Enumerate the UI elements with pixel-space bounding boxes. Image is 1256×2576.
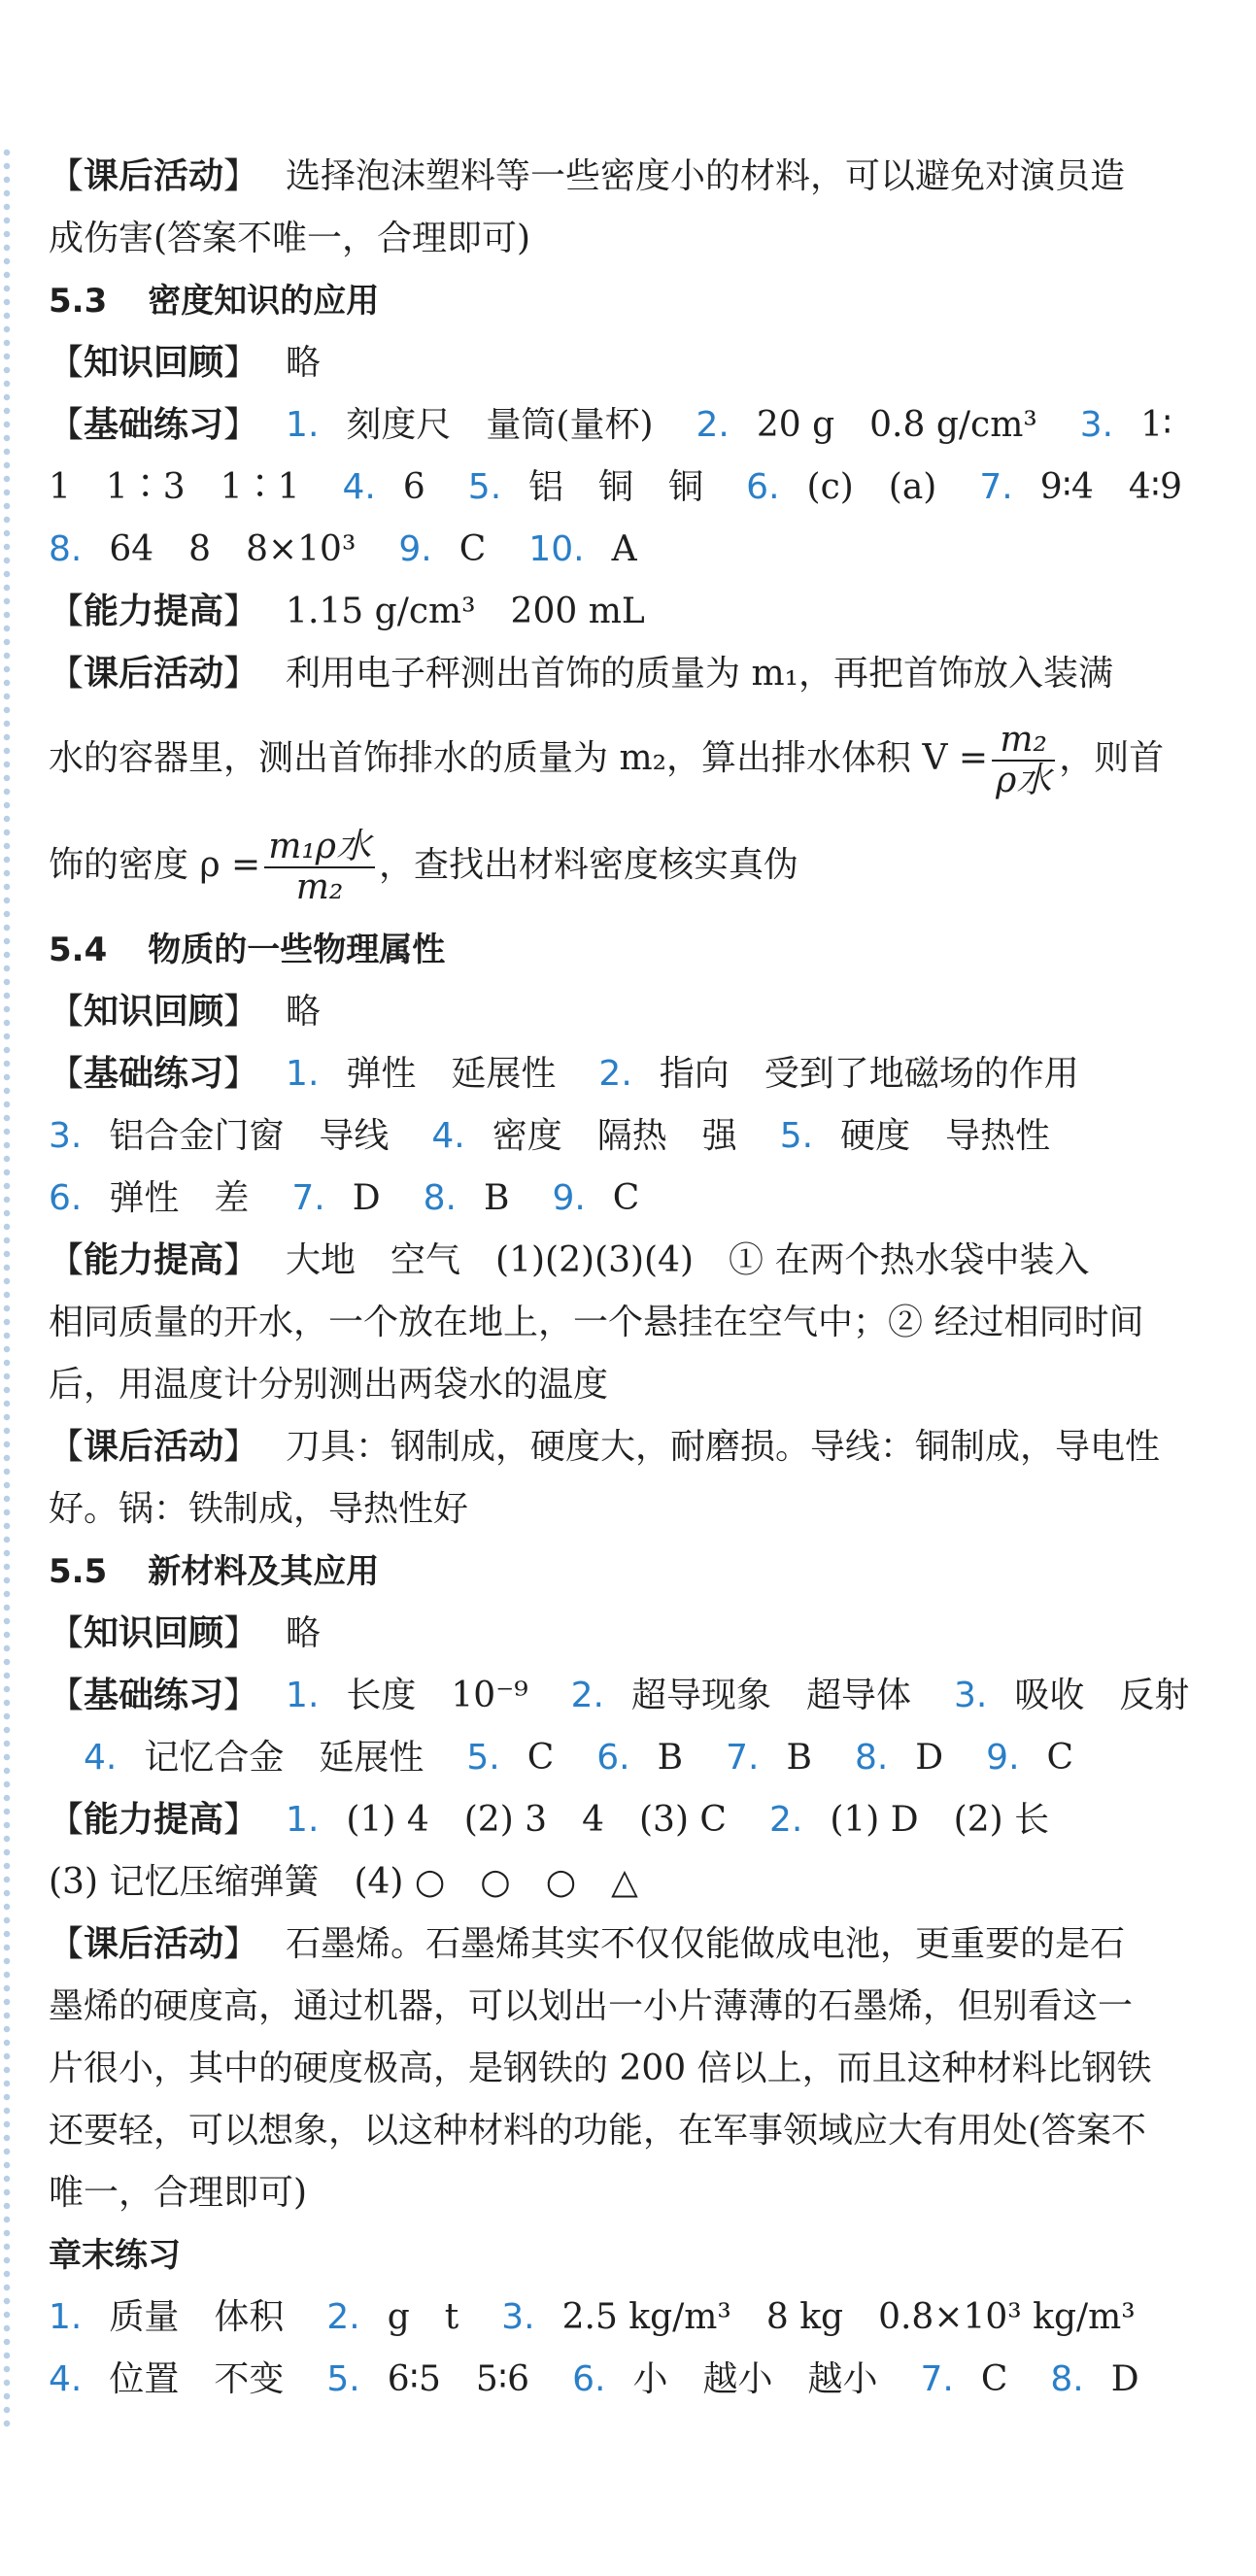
answer-text: 饰的密度 ρ = [49,845,261,885]
section-tag [49,343,258,383]
section-heading [49,270,1214,332]
section-tag [49,1800,258,1840]
question-number: 9. [552,1178,586,1218]
answer-text: 墨烯的硬度高，通过机器，可以划出一小片薄薄的石墨烯，但别看这一 [49,1986,1134,2026]
question-number: 7. [979,467,1013,507]
answer-text: 吸收 反射 [1014,1676,1190,1715]
question-number: 7. [920,2359,954,2399]
tag-bracket-right: 】 [223,1676,259,1715]
answer-text: 选择泡沫塑料等一些密度小的材料，可以避免对演员造 [286,156,1126,196]
question-number: 1. [286,405,320,445]
question-number: 1. [49,2297,83,2337]
tag-label: 基础练习 [84,405,224,445]
question-number: 3. [501,2297,535,2337]
tag-label: 能力提高 [84,1800,224,1840]
answer-line [49,457,1214,519]
section-tag [49,592,258,631]
answer-text: C [612,1178,640,1218]
answer-text: ，查找出材料密度核实真伪 [378,845,798,885]
answer-line [49,1789,1214,1851]
answer-text: C [458,529,487,569]
tag-bracket-left: 【 [49,1427,85,1467]
answer-line [49,1292,1214,1354]
answer-line [49,1105,1214,1168]
answer-text: ，则首 [1059,738,1165,778]
answer-text: 成伤害(答案不唯一，合理即可) [49,219,531,258]
answer-text: 6∶5 5∶6 [387,2359,530,2399]
answer-line [49,1168,1214,1230]
question-number: 2. [326,2297,360,2337]
answer-text: 长度 10⁻⁹ [346,1676,528,1715]
answer-text: 弹性 差 [109,1178,250,1218]
question-number: 3. [49,1116,83,1156]
left-dotted-border [0,146,14,2428]
tag-bracket-right: 】 [223,992,259,1032]
answer-text: 指向 受到了地磁场的作用 [659,1054,1079,1094]
question-number: 4. [431,1116,465,1156]
tag-bracket-left: 【 [49,405,85,445]
question-number: 5. [326,2359,360,2399]
question-number: 9. [986,1738,1020,1778]
question-number: 2. [696,405,730,445]
answer-line-fraction [49,705,1214,812]
answer-line [49,1416,1214,1478]
answer-text: A [611,529,637,569]
answer-line [49,1478,1214,1541]
section-tag [49,1676,258,1715]
answer-text: B [657,1738,684,1778]
section-tag [49,654,258,694]
fraction-numerator: m₂ [992,721,1055,762]
tag-label: 课后活动 [84,1924,224,1964]
section-title: 物质的一些物理属性 [148,931,446,969]
answer-text: 利用电子秤测出首饰的质量为 m₁，再把首饰放入装满 [286,654,1114,694]
question-number: 3. [954,1676,988,1715]
question-number: 4. [49,2359,83,2399]
question-number: 2. [598,1054,632,1094]
answer-text: D [915,1738,944,1778]
section-tag [49,1427,258,1467]
answer-text: 位置 不变 [109,2359,285,2399]
tag-bracket-left: 【 [49,1054,85,1094]
question-number: 2. [570,1676,605,1715]
tag-bracket-right: 】 [223,1427,259,1467]
answer-line [49,581,1214,643]
answer-text: B [786,1738,812,1778]
answer-text: (3) 记忆压缩弹簧 (4) ○ ○ ○ △ [49,1862,638,1902]
tag-bracket-right: 】 [223,1613,259,1653]
tag-bracket-right: 】 [223,156,259,196]
answer-line [49,1976,1214,2038]
question-number: 3. [1079,405,1114,445]
answer-text: 弹性 延展性 [346,1054,557,1094]
answer-text: 20 g 0.8 g/cm³ [756,405,1037,445]
answer-text: C [980,2359,1008,2399]
answer-text: 好。锅：铁制成，导热性好 [49,1489,469,1529]
section-heading [49,919,1214,981]
section-title: 章末练习 [49,2236,181,2275]
tag-label: 知识回顾 [84,992,224,1032]
question-number: 6. [746,467,780,507]
answer-text: 1 1∶3 1∶1 [49,467,300,507]
question-number: 8. [423,1178,457,1218]
answer-text: 后，用温度计分别测出两袋水的温度 [49,1365,609,1405]
answer-text: 唯一，合理即可) [49,2173,308,2213]
answer-line [49,2038,1214,2100]
question-number: 9. [398,529,432,569]
question-number: 10. [528,529,585,569]
tag-bracket-right: 】 [223,1240,259,1280]
section-number: 5.3 [49,282,108,321]
question-number: 4. [84,1738,118,1778]
answer-text: (c) (a) [806,467,937,507]
answer-text: 刀具：钢制成，硬度大，耐磨损。导线：铜制成，导电性 [286,1427,1161,1467]
answer-line [49,2162,1214,2224]
section-number: 5.5 [49,1552,108,1591]
section-tag [49,1240,258,1280]
answer-text: 略 [286,1613,322,1653]
fraction-denominator: ρ水 [996,761,1052,800]
tag-label: 课后活动 [84,654,224,694]
answer-line [49,981,1214,1043]
section-title: 新材料及其应用 [148,1552,380,1591]
question-number: 2. [768,1800,803,1840]
section-tag [49,405,258,445]
answer-text: 1∶ [1140,405,1172,445]
answer-text: 小 越小 越小 [632,2359,878,2399]
answer-text: 铝 铜 铜 [528,467,704,507]
tag-bracket-left: 【 [49,592,85,631]
answer-text: 2.5 kg/m³ 8 kg 0.8×10³ kg/m³ [561,2297,1136,2337]
answer-text: 石墨烯。石墨烯其实不仅仅能做成电池，更重要的是石 [286,1924,1126,1964]
answer-line [49,2100,1214,2162]
answer-text: 硬度 导热性 [840,1116,1051,1156]
tag-label: 课后活动 [84,1427,224,1467]
answer-content [49,146,1214,2411]
fraction-denominator: m₂ [295,867,344,907]
tag-bracket-right: 】 [223,592,259,631]
question-number: 1. [286,1054,320,1094]
question-number: 7. [291,1178,325,1218]
answer-line [49,643,1214,705]
answer-text: 铝合金门窗 导线 [109,1116,390,1156]
tag-bracket-left: 【 [49,1800,85,1840]
answer-line [49,394,1214,457]
section-tag [49,1924,258,1964]
question-number: 7. [726,1738,760,1778]
tag-label: 能力提高 [84,1240,224,1280]
tag-bracket-left: 【 [49,1613,85,1653]
fraction-numerator: m₁ρ水 [264,828,375,868]
tag-label: 基础练习 [84,1676,224,1715]
tag-label: 能力提高 [84,592,224,631]
section-tag [49,992,258,1032]
answer-text: 还要轻，可以想象，以这种材料的功能，在军事领域应大有用处(答案不 [49,2111,1147,2151]
answer-line [49,1851,1214,1914]
tag-bracket-left: 【 [49,1676,85,1715]
answer-line [49,1043,1214,1105]
fraction [992,721,1055,800]
section-tag [49,1054,258,1094]
answer-text: C [1046,1738,1074,1778]
fraction [264,828,375,907]
answer-text: 水的容器里，测出首饰排水的质量为 m₂，算出排水体积 V = [49,738,989,778]
answer-text: C [526,1738,555,1778]
question-number: 6. [49,1178,83,1218]
answer-line [49,2287,1214,2349]
tag-bracket-left: 【 [49,343,85,383]
answer-line [49,2349,1214,2411]
answer-text: 略 [286,992,322,1032]
section-tag [49,156,258,196]
answer-text: 略 [286,343,322,383]
question-number: 5. [466,1738,500,1778]
question-number: 6. [596,1738,630,1778]
answer-text: 片很小，其中的硬度极高，是钢铁的 200 倍以上，而且这种材料比钢铁 [49,2049,1152,2088]
question-number: 8. [1050,2359,1084,2399]
answer-line [49,1665,1214,1727]
answer-text: 6 [402,467,425,507]
question-number: 4. [342,467,376,507]
question-number: 8. [49,529,83,569]
answer-line [49,332,1214,394]
tag-label: 课后活动 [84,156,224,196]
question-number: 1. [286,1676,320,1715]
answer-text: 大地 空气 (1)(2)(3)(4) ① 在两个热水袋中装入 [286,1240,1090,1280]
tag-bracket-right: 】 [223,405,259,445]
question-number: 8. [854,1738,889,1778]
answer-line [49,1354,1214,1416]
answer-text: 记忆合金 延展性 [144,1738,424,1778]
answer-line [49,146,1214,208]
answer-text: 质量 体积 [109,2297,285,2337]
tag-bracket-right: 】 [223,343,259,383]
tag-bracket-left: 【 [49,1240,85,1280]
question-number: 6. [572,2359,606,2399]
answer-text: 密度 隔热 强 [492,1116,737,1156]
tag-bracket-left: 【 [49,1924,85,1964]
answer-text: 9∶4 4∶9 [1039,467,1183,507]
answer-text: 相同质量的开水，一个放在地上，一个悬挂在空气中；② 经过相同时间 [49,1303,1144,1342]
answer-text: 64 8 8×10³ [109,529,356,569]
section-heading [49,2224,1214,2287]
section-heading [49,1541,1214,1603]
answer-line-fraction [49,812,1214,919]
answer-line [49,519,1214,581]
section-number: 5.4 [49,931,108,969]
tag-label: 知识回顾 [84,343,224,383]
tag-label: 基础练习 [84,1054,224,1094]
tag-bracket-right: 】 [223,654,259,694]
answer-text: 1.15 g/cm³ 200 mL [286,592,645,631]
answer-text: (1) D (2) 长 [830,1800,1050,1840]
question-number: 5. [779,1116,814,1156]
tag-label: 知识回顾 [84,1613,224,1653]
section-tag [49,1613,258,1653]
tag-bracket-right: 】 [223,1054,259,1094]
answer-line [49,1603,1214,1665]
question-number: 5. [467,467,502,507]
answer-line [49,1230,1214,1292]
answer-text: D [352,1178,381,1218]
answer-text: 刻度尺 量筒(量杯) [346,405,654,445]
tag-bracket-left: 【 [49,992,85,1032]
answer-text: B [483,1178,510,1218]
tag-bracket-right: 】 [223,1924,259,1964]
answer-line [49,1727,1214,1789]
tag-bracket-left: 【 [49,654,85,694]
section-title: 密度知识的应用 [148,282,380,321]
tag-bracket-right: 】 [223,1800,259,1840]
answer-text: g t [387,2297,459,2337]
answer-text: (1) 4 (2) 3 4 (3) C [346,1800,727,1840]
question-number: 1. [286,1800,320,1840]
answer-line [49,208,1214,270]
tag-bracket-left: 【 [49,156,85,196]
answer-line [49,1914,1214,1976]
answer-text: 超导现象 超导体 [631,1676,912,1715]
answer-text: D [1110,2359,1139,2399]
